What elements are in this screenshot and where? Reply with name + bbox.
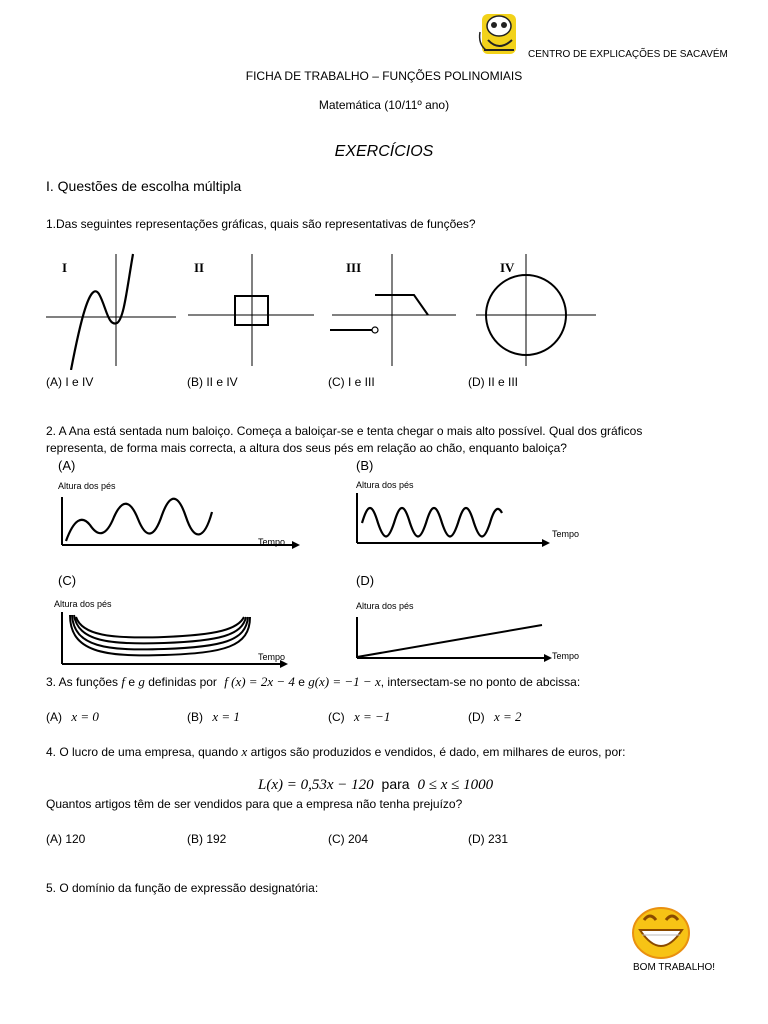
graph-a-letter: (A) [58, 458, 76, 473]
graph-label-ii: II [194, 260, 205, 275]
q3-option-d: (D) x = 2 [468, 709, 522, 724]
graph-d [356, 573, 579, 662]
graph-d-xlabel: Tempo [552, 651, 580, 661]
graph-label-iii: III [346, 260, 362, 275]
q4-formula: L(x) = 0,53x − 120 [258, 777, 374, 793]
center-name: CENTRO DE EXPLICAÇÕES DE SACAVÉM [528, 49, 728, 60]
part-heading: I. Questões de escolha múltipla [46, 178, 242, 194]
graph-b-letter: (B) [356, 458, 374, 473]
graph-ii [188, 254, 314, 366]
graph-c-ylabel: Altura dos pés [54, 599, 112, 609]
graph-d-letter: (D) [356, 573, 375, 588]
q3-expr-g: g(x) = −1 − x [308, 674, 381, 689]
q4-option-d: (D) 231 [468, 832, 509, 846]
graph-label-iv: IV [500, 260, 515, 275]
graph-d-ylabel: Altura dos pés [356, 601, 414, 611]
q3-g: g [138, 674, 145, 689]
question-2-graphs [44, 457, 604, 672]
q4-option-b: (B) 192 [187, 832, 227, 846]
q3-expr-f: f (x) = 2x − 4 [224, 674, 295, 689]
farewell-text: BOM TRABALHO! [633, 962, 716, 973]
graph-label-i: I [62, 260, 68, 275]
graph-a-ylabel: Altura dos pés [58, 481, 116, 491]
q3-option-a: (A) x = 0 [46, 709, 99, 724]
worksheet-subtitle: Matemática (10/11º ano) [318, 98, 450, 112]
q4-formula-line [258, 776, 493, 794]
q3-option-c: (C) x = −1 [328, 709, 391, 724]
q3-option-b: (B) x = 1 [187, 709, 240, 724]
smiley-icon [630, 904, 692, 960]
question-4-question: Quantos artigos têm de ser vendidos para que a empresa não tenha prejuízo? [46, 797, 463, 811]
graph-a [58, 458, 300, 549]
graph-iii [330, 254, 456, 366]
q4-text-1: 4. O lucro de uma empresa, quando [46, 745, 242, 759]
q4-para: para [381, 776, 410, 792]
q4-x: x [241, 744, 248, 759]
question-2-line-1: 2. A Ana está sentada num baloiço. Começa a baloiçar-se e tenta chegar o mais alto possível. Qual dos gráficos [46, 424, 643, 438]
graph-a-xlabel: Tempo [258, 537, 286, 547]
q3-text-4: e [294, 675, 309, 689]
graph-c-letter: (C) [58, 573, 77, 588]
graph-c-xlabel: Tempo [258, 652, 286, 662]
q3-f: f [121, 674, 126, 689]
question-1-text: 1.Das seguintes representações gráficas, quais são representativas de funções? [46, 217, 476, 231]
q1-option-b: (B) II e IV [187, 375, 238, 389]
graph-c [54, 573, 288, 668]
question-3-text [46, 674, 580, 690]
q4-text-2: artigos são produzidos e vendidos, é dado, em milhares de euros, por: [247, 745, 626, 759]
q1-option-c: (C) I e III [328, 375, 375, 389]
logo-icon [474, 10, 524, 58]
q1-option-a: (A) I e IV [46, 375, 94, 389]
q3-text-3: definidas por [144, 675, 221, 689]
q4-option-c: (C) 204 [328, 832, 369, 846]
q3-text-1: 3. As funções [46, 675, 122, 689]
q1-option-d: (D) II e III [468, 375, 519, 389]
worksheet-title: FICHA DE TRABALHO – FUNÇÕES POLINOMIAIS [245, 69, 523, 83]
question-4-text [46, 744, 625, 760]
q3-text-2: e [125, 675, 139, 689]
graph-b-xlabel: Tempo [552, 529, 580, 539]
q4-option-a: (A) 120 [46, 832, 86, 846]
section-title: EXERCÍCIOS [334, 143, 434, 160]
question-2-line-2: representa, de forma mais correcta, a altura dos seus pés em relação ao chão, enquanto baloiça? [46, 441, 567, 455]
question-1-graphs [44, 248, 596, 370]
q3-text-5: , intersectam-se no ponto de abcissa: [380, 675, 581, 689]
graph-iv [476, 254, 596, 366]
graph-b [356, 458, 579, 547]
graph-i [46, 254, 176, 370]
graph-b-ylabel: Altura dos pés [356, 480, 414, 490]
question-5-text: 5. O domínio da função de expressão designatória: [46, 881, 319, 895]
q4-range: 0 ≤ x ≤ 1000 [417, 777, 494, 793]
